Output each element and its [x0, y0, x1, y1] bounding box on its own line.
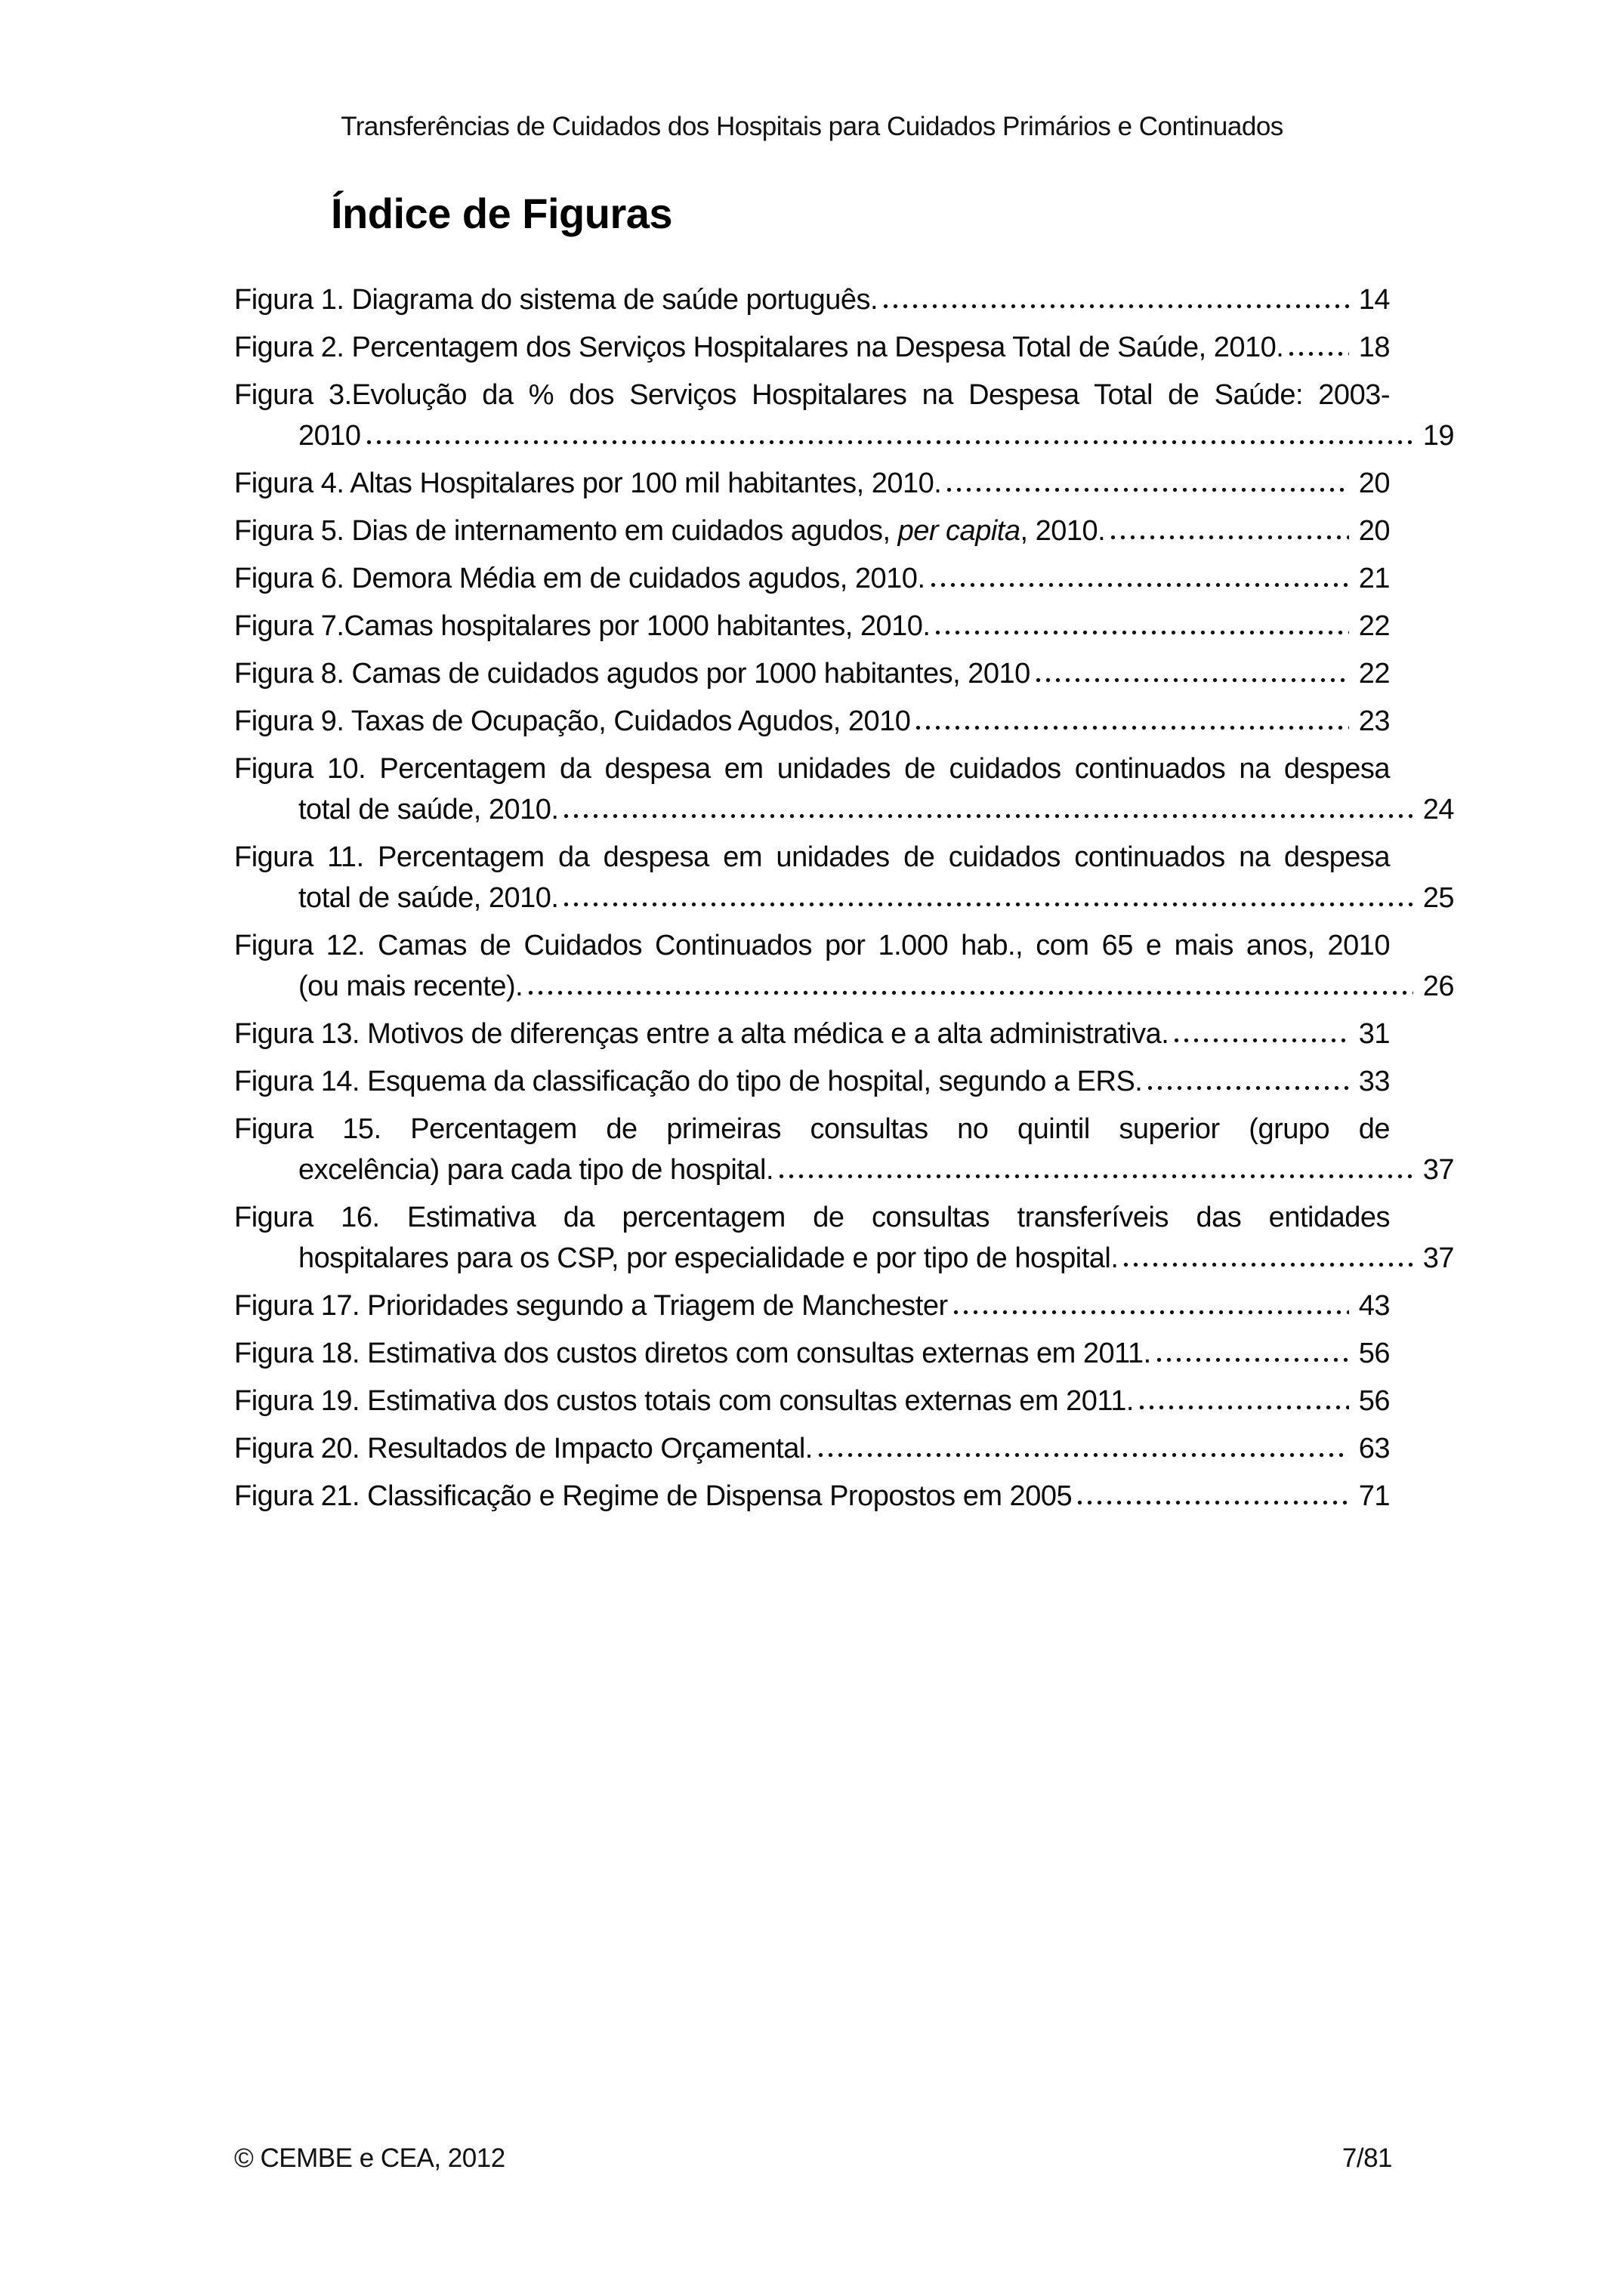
toc-page-number: 31 — [1358, 1018, 1390, 1050]
toc-entry — [234, 1381, 1390, 1421]
toc-entry-last-line — [234, 789, 1454, 830]
dot-leader — [931, 582, 1350, 588]
toc-entry-first-line: Figura 3.Evolução da % dos Serviços Hospitalares na Despesa Total de Saúde: 2003- — [234, 379, 1390, 411]
toc-entry-last-line — [234, 511, 1390, 551]
toc-entry-label — [298, 415, 361, 456]
toc-page-number: 21 — [1358, 563, 1390, 594]
toc-page-number: 18 — [1358, 332, 1390, 363]
dot-leader — [946, 487, 1349, 492]
toc-entry-label — [234, 463, 941, 504]
toc-entry-last-line — [234, 1285, 1390, 1326]
toc-page-number: 22 — [1358, 658, 1390, 690]
toc-entry-last-line — [234, 327, 1390, 368]
dot-leader — [935, 630, 1349, 635]
toc-page-number: 37 — [1422, 1154, 1454, 1186]
page-title: Índice de Figuras — [331, 190, 673, 237]
toc-entry-label — [234, 279, 878, 320]
page-footer — [234, 2143, 1392, 2174]
toc-entry-last-line — [234, 1150, 1454, 1190]
dot-leader — [1156, 1357, 1349, 1362]
toc-page-number: 20 — [1358, 468, 1390, 499]
toc-label-segment: 2010 — [298, 420, 361, 452]
toc-entry-last-line — [234, 1428, 1390, 1469]
toc-entry — [234, 925, 1454, 1007]
dot-leader — [563, 813, 1413, 819]
dot-leader — [1036, 677, 1349, 683]
toc-label-segment: hospitalares para os CSP, por especialidade e por tipo de hospital. — [298, 1242, 1119, 1274]
toc-entry-label — [234, 511, 1105, 551]
toc-page-number: 26 — [1422, 971, 1454, 1002]
toc-label-segment: Figura 4. Altas Hospitalares por 100 mil habitantes, 2010. — [234, 468, 942, 499]
dot-leader — [1289, 351, 1349, 356]
toc-entry-last-line — [234, 1014, 1390, 1054]
toc-entry-label — [234, 1381, 1134, 1421]
toc-entry-first-line: Figura 11. Percentagem da despesa em unidades de cuidados continuados na despesa — [234, 841, 1390, 873]
toc-label-segment: excelência) para cada tipo de hospital. — [298, 1154, 774, 1186]
dot-leader — [1139, 1405, 1349, 1410]
dot-leader — [953, 1310, 1349, 1315]
toc-page-number: 19 — [1422, 420, 1454, 452]
toc-entry — [234, 1428, 1390, 1469]
toc-entry-label — [234, 327, 1283, 368]
toc-entry-last-line — [234, 1333, 1390, 1374]
toc-label-segment: Figura 19. Estimativa dos custos totais com consultas externas em 2011. — [234, 1385, 1134, 1417]
toc-entry — [234, 606, 1390, 647]
toc-entry-last-line — [234, 606, 1390, 647]
toc-entry-last-line — [234, 653, 1390, 694]
toc-label-segment: Figura 9. Taxas de Ocupação, Cuidados Agudos, 2010 — [234, 705, 911, 737]
dot-leader — [818, 1452, 1349, 1458]
toc-page-number: 14 — [1358, 284, 1390, 316]
toc-entry-last-line — [234, 415, 1454, 456]
toc-entry-first-line: Figura 15. Percentagem de primeiras consultas no quintil superior (grupo de — [234, 1113, 1390, 1145]
toc-page-number: 25 — [1422, 882, 1454, 914]
toc-label-segment: total de saúde, 2010. — [298, 794, 559, 826]
toc-entry-last-line — [234, 1061, 1390, 1102]
dot-leader — [1123, 1262, 1413, 1267]
toc-page-number: 37 — [1422, 1242, 1454, 1274]
toc-page-number: 56 — [1358, 1338, 1390, 1369]
dot-leader — [366, 440, 1413, 445]
toc-entry — [234, 1109, 1454, 1190]
dot-leader — [1110, 535, 1349, 540]
toc-entry — [234, 327, 1390, 368]
toc-entry-first-line: Figura 12. Camas de Cuidados Continuados por 1.000 hab., com 65 e mais anos, 2010 — [234, 930, 1390, 961]
toc-entry-label — [234, 653, 1030, 694]
toc-label-segment: Figura 14. Esquema da classificação do tipo de hospital, segundo a ERS. — [234, 1066, 1143, 1097]
toc-entry-last-line — [234, 279, 1390, 320]
dot-leader — [915, 725, 1349, 730]
running-header: Transferências de Cuidados dos Hospitais para Cuidados Primários e Continuados — [341, 112, 1283, 141]
toc-entry-label — [298, 966, 523, 1007]
toc-entry-label — [298, 789, 558, 830]
toc-entry — [234, 511, 1390, 551]
toc-entry — [234, 1197, 1454, 1279]
toc-label-segment: Figura 5. Dias de internamento em cuidados agudos, — [234, 515, 898, 547]
toc-entry — [234, 837, 1454, 918]
toc-entry — [234, 558, 1390, 599]
toc-entry-label — [298, 1150, 773, 1190]
toc-entry-last-line — [234, 1238, 1454, 1279]
toc-entry-label — [234, 1428, 813, 1469]
dot-leader — [563, 902, 1413, 907]
toc-entry — [234, 375, 1454, 456]
toc-page-number: 63 — [1358, 1433, 1390, 1464]
toc-entry — [234, 1285, 1390, 1326]
toc-entry-label — [234, 606, 930, 647]
toc-entry-label — [298, 1238, 1118, 1279]
toc-entry-last-line — [234, 878, 1454, 918]
toc-entry-label — [234, 1333, 1151, 1374]
toc-entry — [234, 701, 1390, 742]
toc-entry-label — [234, 701, 910, 742]
toc-label-segment: , 2010. — [1020, 515, 1106, 547]
toc-label-segment: Figura 13. Motivos de diferenças entre a alta médica e a alta administrativa. — [234, 1018, 1169, 1050]
dot-leader — [779, 1174, 1413, 1179]
toc-entry — [234, 653, 1390, 694]
dot-leader — [528, 990, 1413, 995]
toc-entry-label — [234, 1014, 1169, 1054]
toc-label-segment: Figura 21. Classificação e Regime de Dispensa Propostos em 2005 — [234, 1480, 1073, 1512]
toc-label-segment: Figura 2. Percentagem dos Serviços Hospitalares na Despesa Total de Saúde, 2010. — [234, 332, 1284, 363]
figure-index-list — [234, 279, 1454, 1523]
toc-page-number: 56 — [1358, 1385, 1390, 1417]
toc-page-number: 43 — [1358, 1290, 1390, 1322]
toc-label-segment: Figura 18. Estimativa dos custos diretos com consultas externas em 2011. — [234, 1338, 1151, 1369]
toc-label-segment: Figura 7.Camas hospitalares por 1000 habitantes, 2010. — [234, 610, 931, 642]
toc-page-number: 23 — [1358, 705, 1390, 737]
dot-leader — [1077, 1500, 1349, 1505]
toc-entry — [234, 1476, 1390, 1517]
toc-label-segment: Figura 6. Demora Média em de cuidados agudos, 2010. — [234, 563, 925, 594]
toc-label-segment: total de saúde, 2010. — [298, 882, 559, 914]
toc-entry — [234, 279, 1390, 320]
toc-label-segment: Figura 20. Resultados de Impacto Orçamental. — [234, 1433, 813, 1464]
toc-entry-last-line — [234, 966, 1454, 1007]
toc-entry-label — [234, 1061, 1142, 1102]
toc-entry-label — [298, 878, 558, 918]
toc-entry-label — [234, 1285, 948, 1326]
footer-copyright: © CEMBE e CEA, 2012 — [234, 2143, 505, 2173]
toc-entry-last-line — [234, 463, 1390, 504]
toc-page-number: 22 — [1358, 610, 1390, 642]
toc-label-segment: Figura 1. Diagrama do sistema de saúde português. — [234, 284, 878, 316]
toc-entry — [234, 463, 1390, 504]
toc-label-italic-segment: per capita — [897, 515, 1020, 547]
toc-entry-first-line: Figura 10. Percentagem da despesa em unidades de cuidados continuados na despesa — [234, 753, 1390, 785]
toc-entry-label — [234, 1476, 1072, 1517]
toc-entry-last-line — [234, 701, 1390, 742]
toc-label-segment: (ou mais recente). — [298, 971, 523, 1002]
toc-entry — [234, 1014, 1390, 1054]
toc-page-number: 33 — [1358, 1066, 1390, 1097]
toc-entry-first-line: Figura 16. Estimativa da percentagem de consultas transferíveis das entidades — [234, 1202, 1390, 1233]
toc-entry-last-line — [234, 558, 1390, 599]
dot-leader — [883, 304, 1349, 309]
toc-page-number: 24 — [1422, 794, 1454, 826]
dot-leader — [1174, 1038, 1349, 1043]
toc-entry-last-line — [234, 1476, 1390, 1517]
toc-entry — [234, 1333, 1390, 1374]
toc-label-segment: Figura 8. Camas de cuidados agudos por 1000 habitantes, 2010 — [234, 658, 1030, 690]
toc-entry — [234, 1061, 1390, 1102]
dot-leader — [1147, 1085, 1349, 1091]
toc-page-number: 71 — [1358, 1480, 1390, 1512]
toc-entry-label — [234, 558, 925, 599]
toc-entry-last-line — [234, 1381, 1390, 1421]
toc-page-number: 20 — [1358, 515, 1390, 547]
footer-page-number: 7/81 — [1341, 2143, 1392, 2173]
toc-label-segment: Figura 17. Prioridades segundo a Triagem de Manchester — [234, 1290, 948, 1322]
toc-entry — [234, 748, 1454, 830]
